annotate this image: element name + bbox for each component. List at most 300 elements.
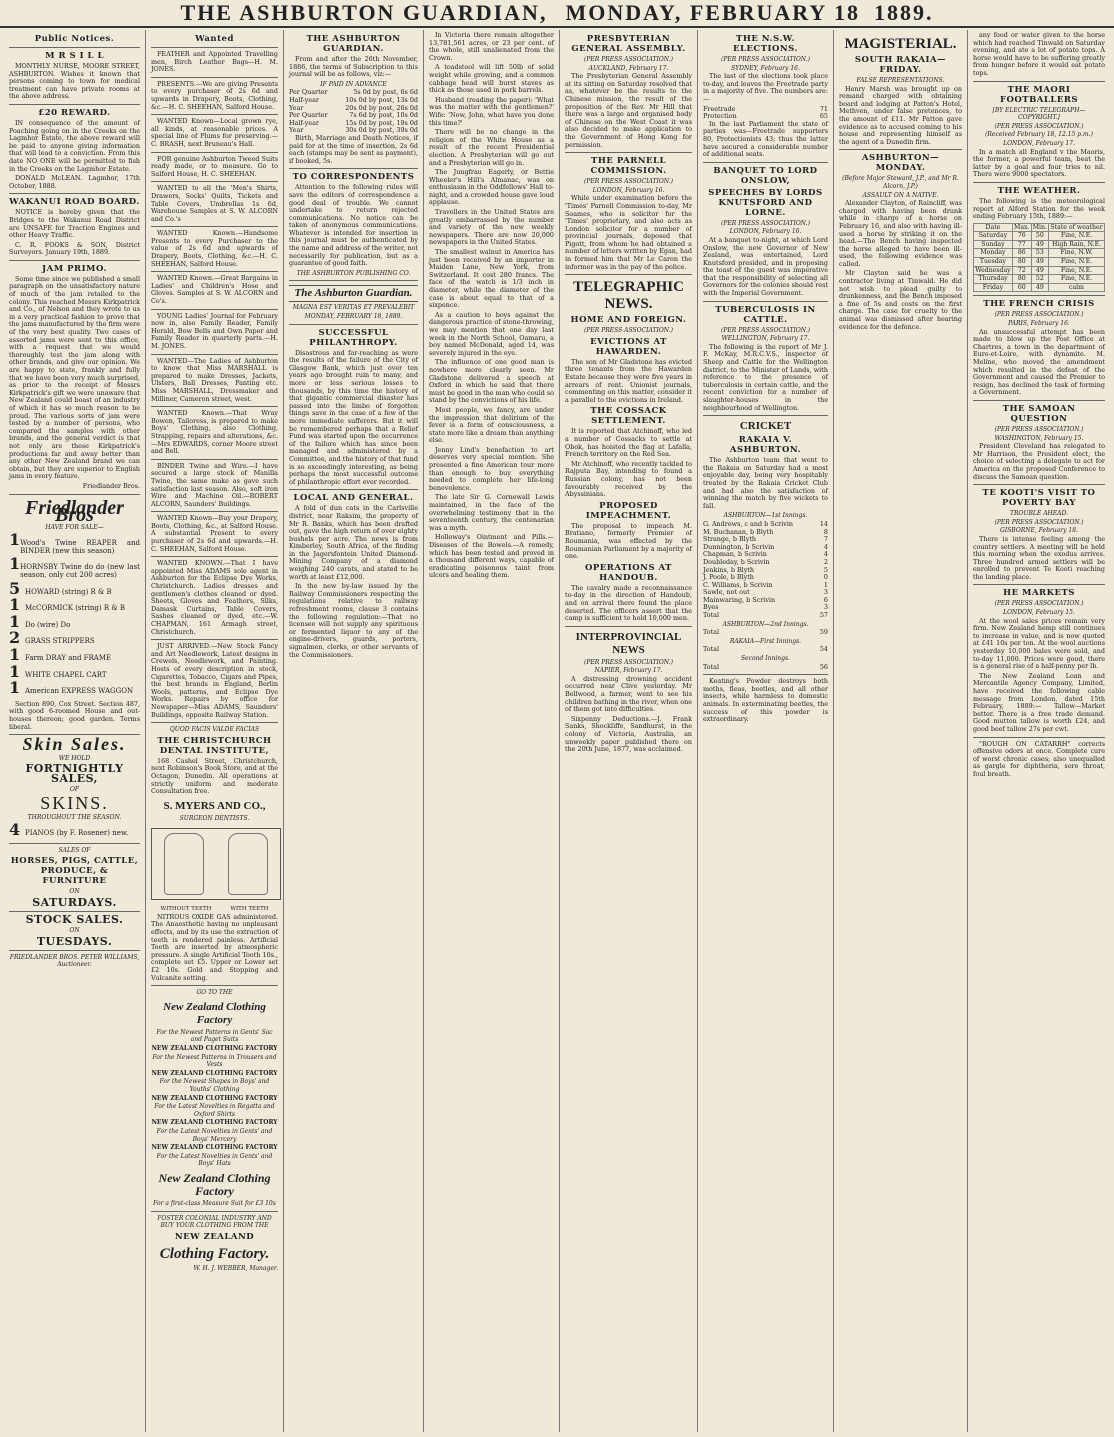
divider — [839, 149, 962, 150]
divider — [973, 295, 1105, 296]
divider — [973, 484, 1105, 485]
rakaia2-total — [703, 664, 828, 672]
ash-section: ASSAULT ON A NATIVE. — [862, 191, 939, 199]
batsman-row — [703, 604, 828, 612]
rakaia-total-row — [703, 646, 828, 654]
weather-row — [974, 249, 1105, 258]
batsman-runs: 4 — [823, 550, 828, 559]
caption-without-teeth: WITHOUT TEETH — [160, 906, 212, 913]
wanted-ad: WANTED Known—Buy your Drapery, Boots, Clothing, &c., at Salford House. A substantial Present to every purchaser of 2s 6d and upwards.—H. C. SHEEHAN, Salford House. — [151, 514, 278, 553]
markets-title: HE MARKETS — [1003, 588, 1075, 599]
weather-cell: 72 — [1012, 266, 1031, 275]
kooti-body: There is intense feeling among the country settlers. A meeting will be held this morning when the exodus arrives. Three hundred armed settlers will be enrolled to prevent Te Kooti reaching the landing place. — [973, 534, 1105, 581]
rate-price: 15s 0d by post, 19s 0d — [345, 118, 418, 127]
col8-intro: any food or water given to the horse which had reached Tinwald on Saturday evening, and ate a lot of potato tops. A horse would have to be suffering greatly from hunger before it would eat potato tops. — [973, 31, 1105, 77]
inter-body-2: Sixpenny Deductions.—J. Frank Sanks, Shockliffe, Sandhurst, in the colony of Victoria, Australia, an unweekly paper published there on the 20th June, 1877, was acclaimed. — [565, 714, 692, 754]
guardian-title: The Ashburton Guardian. — [289, 285, 418, 302]
total-label: Total — [703, 628, 720, 637]
phil-title: SUCCESSFUL PHILANTHROPY. — [309, 327, 398, 348]
wanted-ads — [151, 51, 278, 719]
parnell-dateline: LONDON, February 16. — [592, 186, 665, 194]
nzcf-line: NEW ZEALAND CLOTHING FACTORY — [151, 1069, 278, 1077]
horses-line: HORSES, PIGS, CATTLE, PRODUCE, & FURNITURE — [10, 856, 139, 887]
column-4 — [424, 30, 560, 1432]
local-body: A fold of dun cats in the Carlsville district, near Raksim, the property of Mr R. Banks, which has been drafted out, gave the high return of over eighty bushels per acre. The news is from Kimberley, South Africa, of the finding in the Jagersfontein United Diamond-Mining Company of a diamond weighing 240 carats, and stated to be worth at least £12,000. — [289, 504, 418, 581]
nzcf-measure: For a first-class Measure Suit for £3 10s — [153, 1199, 276, 1207]
notice-body: MONTHLY NURSE, MOORE STREET, ASHBURTON. Wishes it known that persons coming to town for medical treatment can have private rooms at the above address. — [9, 62, 140, 101]
parnell-sub: (PER PRESS ASSOCIATION.) — [584, 178, 673, 186]
weather-cell: 50 — [1031, 232, 1048, 241]
weather-cell: Fine, N.E. — [1049, 232, 1105, 241]
french-dateline: PARIS, February 16. — [1008, 320, 1070, 328]
wanted-ad: FEATHER and Appointed Travelling men, Birch Leather Bags—H. M. JONES. — [151, 50, 278, 74]
reward-body: IN consequence of the amount of Poaching going on in the Creeks on the Lagmhor Estate, the above reward will be paid to anyone giving information that will lead to a conviction. From this date NO ONE will be permitted to fish in the Creeks on the Lagmhor Estate. — [9, 118, 140, 173]
nzcf-line: NEW ZEALAND CLOTHING FACTORY — [151, 1144, 278, 1152]
myers-title: S. MYERS AND CO., — [163, 799, 266, 812]
item-count: 1 — [9, 611, 21, 631]
piano-text: PIANOS (by F. Rosener) new. — [25, 829, 129, 838]
evictions-body: The son of Mr Gladstone has evicted three tenants from the Hawarden Estate because they were five years in arrears of rent. Unionist journals, commenting on this matter, consider it a parallel to the evictions in Ireland. — [565, 357, 692, 404]
skin-line1: WE HOLD — [58, 754, 91, 762]
weather-cell: calm — [1049, 283, 1105, 292]
markets-body: At the wool sales prices remain very firm. New Zealand hemp still continues to increase in value, and is now quoted at £41 10s per ton. At the wool auctions yesterday 10,000 bales were sold, and to-day 11,000. Prices were good, there is a general rise of a half-penny per lb. — [973, 616, 1105, 671]
weather-col-header: Min. — [1032, 223, 1047, 231]
rates-table — [289, 89, 418, 135]
sale-item — [9, 661, 140, 681]
weather-row — [974, 266, 1105, 275]
notice-name: M R S I L L — [45, 51, 104, 61]
wanted-ad: WANTED—The Ladies of Ashburton to know that Miss MARSHALL is prepared to make Dresses, Jackets, Ulsters, Ball Dresses, Panting etc. Miss MARSHALL, Dressmaker and Milliner, Cameron street, west. — [151, 356, 278, 403]
banquet-press: (PER PRESS ASSOCIATION.) — [721, 219, 810, 227]
weather-cell: 86 — [1012, 249, 1031, 258]
weather-rows — [974, 232, 1105, 292]
divider — [9, 260, 140, 261]
total-value: 56 — [819, 662, 828, 671]
divider — [151, 639, 278, 640]
rate-period: Half-year — [289, 118, 319, 127]
wanted-ad: WANTED Known.—Great Bargains in Ladies' and Children's Hose and Gloves. Samples at S. W. ALCORN and Co's. — [151, 274, 278, 306]
batsman-runs: 14 — [819, 519, 828, 528]
divider — [151, 985, 278, 986]
col4-body3: There will be no change in the religion of the White House as a result of the recent Presidential election. A Presbyterian will go out and a Presbyterian will go in. — [429, 128, 554, 167]
col8-footer: "ROUGH ON CATARRH" corrects offensive odors at once. Complete cure of worst chronic cases; also unequalled as gargle for diphtheria, sore throat, foul breath. — [973, 739, 1105, 778]
publisher: THE ASHBURTON PUBLISHING CO. — [296, 269, 411, 277]
item-text: Do (wire) Do — [25, 620, 71, 629]
masthead-year: 1889. — [873, 0, 934, 25]
divider — [973, 737, 1105, 738]
batsman-name: Chapman, b Scrivin — [703, 550, 767, 559]
weather-cell: Fine, N.E. — [1049, 258, 1105, 267]
col4-body12: Holloway's Ointment and Pills.—Diseases of the Bowels.—A remedy, which has been tested and proved in a thousand different ways, capable of eradicating poisonous taint from ulcers and healing them. — [429, 533, 554, 580]
christchurch-body: 168 Cashel Street, Christchurch, next Robinson's Book Store, and at the Octagon, Dunedin. All operations at strictly uniform and moderate Consultation free. — [151, 756, 278, 796]
column-5 — [560, 30, 698, 1432]
banquet-dateline: LONDON, February 16. — [729, 228, 802, 236]
col4-body8: The influence of one good man is nowhere more clearly seen. Mr Gladstone delivered a speech at Oxford in which he said that there must be good in the man who could so stand by the convictions of his life. — [429, 358, 554, 405]
divider — [565, 626, 692, 627]
total-label: Total — [703, 611, 720, 620]
total-label: Total — [703, 645, 720, 654]
rate-period: Per Quarter — [289, 88, 328, 97]
kooti-dateline: GISBORNE, February 18. — [1000, 527, 1078, 535]
nzcf-line: For the Latest Novelties in Gents' and Boys' Mercery — [156, 1127, 273, 1143]
divider — [565, 152, 692, 153]
divider — [9, 494, 140, 495]
samoan-body: President Cleveland has relegated to Mr Harrison, the President elect, the choice of selecting a delegate to act for America on the proposed Conference to discuss the Samoan question. — [973, 442, 1105, 481]
manager: W. H. J. WEBBER, Manager. — [193, 1264, 278, 1272]
terms: From and after the 26th November, 1886, the terms of Subscription to this journal will be as follows, viz:— — [289, 55, 418, 79]
wanted-ad: BINDER Twine and Wire.—I have secured a large stock of Manilla Twine, the same make as gave such satisfaction last season. Also, soft iron Wire and Machine Oil.—ROBERT ALCORN, Saunders' Buildings. — [151, 461, 278, 508]
weather-row — [974, 258, 1105, 267]
cricket-body: The Ashburton team that went to the Rakaia on Saturday had a most enjoyable day, being very hospitably treated by the Rakaia Cricket Club and had also the satisfaction of winning the match by five wickets to fall. — [703, 456, 828, 510]
divider — [289, 489, 418, 490]
divider — [151, 152, 278, 153]
maori-received: (Received February 18, 12.15 p.m.) — [985, 131, 1093, 139]
kooti-title: TE KOOTI'S VISIT TO POVERTY BAY — [982, 488, 1096, 509]
tb-title: TUBERCULOSIS IN CATTLE. — [715, 304, 816, 325]
divider — [151, 77, 278, 78]
col4-body4: The Jungfrau Eagerly, or Bettie Wheeler's Hill's Almanac, was on enthusiasm in the Oddfellows' Hall to-night, and a crowded house gave loud applause. — [429, 168, 554, 207]
cricket-sub: RAKAIA V. ASHBURTON. — [729, 435, 802, 456]
skin-line4: SKINS. — [40, 792, 109, 813]
divider — [973, 182, 1105, 183]
masthead-title: THE ASHBURTON GUARDIAN, — [180, 0, 548, 25]
weather-cell: Sunday — [974, 240, 1013, 249]
weather-cell: Wednesday — [975, 266, 1011, 274]
impeach-title: PROPOSED IMPEACHMENT. — [585, 500, 672, 521]
innings2-total-row — [703, 629, 828, 637]
sale-item — [9, 678, 140, 698]
batsman-name: Byes — [703, 603, 719, 612]
fbros-item-list — [9, 530, 140, 698]
divider — [289, 324, 418, 325]
col4-body2: Husband (reading the paper): 'What was the matter with the gentlemen?' Wife: 'Now, John, what have you done this time?' — [429, 95, 554, 127]
local-body-2: In the new by-law issued by the Railway Commissioners respecting the regulations relative to railway refreshment rooms, clause 3 contains the following regulation:—That no licensee will not supply any spirituous or fermented liquor to any of the engine-drivers, guards, porters, signalmen, clerks, or other servants of the Commissioners. — [289, 582, 418, 659]
weather-cell: Tuesday — [974, 258, 1013, 267]
masthead — [0, 0, 1114, 28]
item-text: HORNSBY Twine do do (new last season, only cut 200 acres) — [20, 563, 140, 580]
column-7 — [834, 30, 968, 1432]
skin-line5: THROUGHOUT THE SEASON. — [27, 813, 122, 821]
reward-title: £20 REWARD. — [38, 107, 111, 118]
col4-body11: The late Sir G. Cornewall Lewis maintained, in the face of the overwhelming testimony that in the seventeenth century, the centenarian was a myth. — [429, 493, 554, 532]
parnell-body: While under examination before the 'Times' Parnell Commission to-day, Mr Soames, who is solicitor for the 'Times' proprietary, and also acts as London solicitor for a number of provincial journals, deposed that Pigott, from whom he had obtained a number of letters written by Egan, had in formed him that Mr Le Caron the informer was in the pay of the police. — [565, 194, 692, 271]
motto: QUOD FACIS VALDE FACIAS — [169, 726, 260, 734]
col4-body6: The smallest walnut in America has just been received by an importer in Maiden Lane, New York, from Switzerland. It cost 280 francs. The face of the watch is 1/3 inch in diameter, while the diameter of the case is about equal to that of a sixpence. — [429, 248, 554, 310]
wanted-ad: PRESENTS.—We are giving Presents to every purchaser of 2s 6d and upwards in Drapery, Boots, Clothing, &c.—H. C. SHEEHAN, Salford House. — [151, 79, 278, 111]
nzcf-line: NEW ZEALAND CLOTHING FACTORY — [151, 1094, 278, 1102]
weather-cell: 80 — [1012, 258, 1031, 267]
wanted-ad: WANTED KNOWN.—That I have appointed Miss ADAMS sole agent in Ashburton for the Eclipse Dye Works, Christchurch. Ladies dresses and gentlemen's clothes cleaned or dyed. Sheets, Gloves and Feathers, Silks, Damask Curtains, Table Covers, Sashes cleaned or dyed, etc.—W. CHAPMAN, 161 Armagh street, Christchurch. — [151, 559, 278, 636]
presby-dateline: AUCKLAND, February 17. — [588, 64, 669, 72]
face-with-teeth-illustration — [228, 833, 268, 895]
batsman-runs: 3 — [823, 603, 828, 612]
batsman-runs: 1 — [823, 580, 828, 589]
face-without-teeth-illustration — [164, 833, 204, 895]
innings2-title: ASHBURTON—2nd Innings. — [722, 620, 809, 628]
batsman-name: Jenkins, b Blyth — [703, 565, 754, 574]
weather-cell: 49 — [1031, 266, 1048, 275]
french-title: THE FRENCH CRISIS — [983, 299, 1095, 310]
wanted-ad: WANTED to all the 'Men's Shirts, Drawers, Socks' Quilts, Tickets and Table Covers, Umbrellas 1s 6d, Warehouse Samples at S. W. ALCORN and Co.'s — [151, 184, 278, 223]
sale-item — [9, 554, 140, 580]
home-foreign: HOME AND FOREIGN. — [570, 315, 687, 326]
weather-col-header: Date — [974, 223, 1013, 232]
batsman-name: Doubleday, b Scrivin — [703, 557, 770, 566]
ops-body: The cavalry made a reconnaissance to-day in the direction of Handoub, and on arrival there found the place deserted. The officers assert that the camp is sufficient to hold 10,000 men. — [565, 583, 692, 623]
nsw-sub: (PER PRESS ASSOCIATION.) — [721, 56, 810, 63]
tb-body: The following is the report of Mr J. F. McKay, M.R.C.V.S., inspector of Sheep and Cattle for the Wellington district, to the Minister of Lands, with reference to the presence of tuberculosis in certain cattle, and the recent conviction for a number of slaughter-houses in the neighbourhood of Wellington. — [703, 342, 828, 412]
rate-period: Half-year — [289, 95, 319, 104]
markets-sub: (PER PRESS ASSOCIATION.) — [994, 600, 1084, 608]
rakaia2-total-row — [703, 664, 828, 672]
batsman-runs: 4 — [823, 542, 828, 551]
batsman-runs: 2 — [823, 557, 828, 566]
batsman-row — [703, 597, 828, 605]
weather-col-header: Max. — [1014, 223, 1030, 231]
batsman-runs: 0 — [823, 573, 828, 582]
piano-item — [9, 820, 140, 840]
column-6 — [698, 30, 834, 1432]
nzcf-lines — [151, 1029, 278, 1168]
samoan-sub: (PER PRESS ASSOCIATION.) — [994, 425, 1084, 433]
nzcf-line: For the Latest Novelties in Gents' and Boys' Hats — [156, 1152, 273, 1168]
inter-dateline: NAPIER, February 17. — [594, 667, 663, 675]
divider — [151, 459, 278, 460]
divider — [151, 1211, 278, 1212]
weather-cell: Fine, N.W. — [1049, 249, 1105, 258]
nzcf-line: For the Latest Novelties in Regatta and Oxford Shirts — [154, 1103, 275, 1118]
myers-sub: SURGEON DENTISTS. — [179, 814, 250, 822]
wanted-ad: WANTED Known.—That Wray Bowen, Tailoress, is prepared to make Boys' Clothing, also Clothing, Strapping, repairs and alterations, &c.—Mrs EDWARDS, corner Moore street and Bell. — [151, 409, 278, 456]
item-count: 1 — [9, 645, 21, 665]
skin-line3: OF — [69, 786, 80, 794]
cossack-body: It is reported that Atchinoff, who led a number of Cossacks to settle at Obok, has hoisted the flag at Lafalla, French territory on the Red Sea. — [565, 427, 692, 459]
weather-header-row — [974, 223, 1105, 232]
masthead-date: MONDAY, FEBRUARY 18 — [565, 0, 860, 25]
weather-cell: Monday — [974, 249, 1013, 258]
jam-sign: Friedlander Bros. — [82, 481, 140, 490]
item-count: 1 — [9, 554, 21, 574]
cricket-title: CRICKET — [739, 420, 792, 433]
impeach-body: The proposal to impeach M. Bratiano, formerly Premier of Roumania, was effected by the Roumanian Parliament by a majority of one. — [565, 521, 692, 561]
divider — [151, 556, 278, 557]
weather-cell: 53 — [1031, 249, 1048, 258]
weather-cell: Saturday — [974, 232, 1013, 241]
tb-dateline: WELLINGTON, February 17. — [721, 335, 810, 343]
markets-body-2: The New Zealand Loan and Mercantile Agency Company, Limited, have received the following cable message from London, dated 15th February, 1889:— Tallow—Market better. There is a free trade demand. Good mutton tallow is worth £24, and good beef tallow 27s per cwt. — [973, 671, 1105, 733]
batsman-runs: 8 — [823, 527, 828, 536]
columns — [4, 30, 1110, 1432]
ash-body-2: Mr Clayton said he was a contractor living at Tinwald. He did not wish to plead guilty to drunkenness, and the Bench imposed a fine of 5s and costs on the first charge. The case for cruelty to the animal was dismissed after hearing evidence for the defence. — [839, 269, 962, 331]
guardian-motto: MAGNA EST VERITAS ET PREVALEBIT — [292, 304, 415, 312]
caption-with-teeth: WITH TEETH — [230, 906, 269, 913]
nzcf-line: For the Newest Patterns in Gents' Sac and Paget Suits — [156, 1028, 273, 1044]
maori-title: THE MAORI FOOTBALLERS — [999, 84, 1079, 105]
divider — [151, 47, 278, 48]
weather-cell: 49 — [1031, 258, 1048, 267]
rakaia-title: RAKAIA—First Innings. — [729, 637, 802, 645]
col4-body10: Jenny Lind's benefaction to art deserves very special mention. She presented a fine American tour more than enough to buy everything needed to complete her life-long benevolence. — [429, 445, 554, 492]
divider — [151, 406, 278, 407]
divider — [9, 843, 140, 844]
weather-cell: 77 — [1012, 240, 1031, 249]
item-text: Farm DRAY and FRAME — [25, 654, 112, 663]
tb-sub: (PER PRESS ASSOCIATION.) — [721, 326, 810, 334]
mag-title: MAGISTERIAL. — [844, 36, 957, 52]
item-count: 5 — [9, 578, 21, 598]
innings1-scorecard — [703, 521, 828, 612]
batsman-name: Dunnington, b Scrivin — [703, 542, 775, 551]
item-text: GRASS STRIPPERS — [25, 637, 95, 646]
goto: GO TO THE — [196, 989, 233, 997]
column-8 — [968, 30, 1110, 1432]
reward-sign: DONALD McLEAN. Lagmhor, 17th October, 1888. — [9, 174, 140, 190]
rate-period: Per Quarter — [289, 111, 328, 120]
jam-title: JAM PRIMO. — [42, 263, 107, 274]
batsman-runs: 6 — [823, 595, 828, 604]
batsman-name: Strange, b Blyth — [703, 535, 757, 544]
banquet-sub: SPEECHES BY LORDS KNUTSFORD AND LORNE. — [708, 187, 823, 218]
wanted-ad: JUST ARRIVED.—New Stock Fancy and Art Needlework, Latest designs in Crewels, Needlework, and Painting. Hosts of every description in stock, Cigarettes, Tobacco, Cigars and Pipes, the best brands in England, Berlin Wools, patterns, and Eclipse Dye Works. Repairs by office for Newspaper—Miss ADAMS, Saunders' Buildings, opposite Railway Station. — [151, 642, 278, 719]
phil-body: Disastrous and far-reaching as were the results of the failure of the City of Glasgow Bank, which just over ten years ago brought ruin to many, and more or less serious losses to thousands, by this time the history of that gigantic commercial disaster has passed into the limbo of forgotten things save in the case of a few of the more immediate sufferers. But it will be remembered perhaps that a Relief Fund was started upon the occurrence of the failure which has since been managed and administered by a Committee, and the history of that fund is so exceedingly interesting, as being perhaps the most successful outcome of philanthropic effort ever recorded. — [289, 348, 418, 486]
col4-body1: A toadstool will lift 50lb of solid weight while growing, and a common cabbage head will burst staves as thick as those used in pork barrels. — [429, 63, 554, 95]
sale-item — [9, 595, 140, 615]
skin-line2: FORTNIGHTLY SALES, — [25, 762, 124, 786]
rate-price: 20s 0d by post, 26s 0d — [345, 103, 418, 112]
tuesdays-line: TUESDAYS. — [36, 934, 113, 948]
wakanui-body: NOTICE is hereby given that the Bridges to the Wakanui Road District are UNSAFE for Traction Engines and other Heavy Traffic. — [9, 208, 140, 240]
banquet-body: At a banquet to-night, at which Lord Onslow, the new Governor of New Zealand, was entertained, Lord Knutsford presided, and in proposing the toast of the guest was imperative that the responsibility of selecting all Governors for the colonies should rest with the Imperial Government. — [703, 235, 828, 298]
nsw-body-2: In the last Parliament the state of parties was—Freetrade supporters 80, Protectionists 43; thus the latter have secured a considerable number of additional seats. — [703, 119, 828, 159]
item-count: 1 — [9, 530, 21, 550]
item-count: 1 — [9, 595, 21, 615]
maori-dateline: LONDON, February 17. — [1003, 139, 1075, 147]
party-name: Freetrade — [703, 104, 736, 113]
item-text: Wood's Twine REAPER and BINDER (new this season) — [20, 539, 140, 555]
parnell-title: THE PARNELL COMMISSION. — [590, 156, 667, 177]
nzcf-line: For the Newest Shapes in Boys' and Youths' Clothing — [159, 1078, 270, 1093]
inter-title: INTERPROVINCIAL NEWS — [575, 630, 682, 656]
weather-cell: 60 — [1012, 283, 1031, 292]
on-line-2: ON — [69, 926, 80, 934]
dental-illustration — [151, 828, 281, 900]
col4-intro: In Victoria there remain altogether 13,781,561 acres, or 23 per cent. of the whole, still unalienated from the Crown. — [429, 31, 554, 62]
divider — [703, 415, 828, 416]
divider — [9, 950, 140, 951]
innings1-total-row — [703, 612, 828, 620]
presby-title: PRESBYTERIAN GENERAL ASSEMBLY. — [571, 34, 686, 54]
col4-body7: As a caution to boys against the dangerous practice of stone-throwing, we may mention that one day last week in the North School, Oamaru, a boy named McDonald, aged 14, was severely injured in the eye. — [429, 310, 554, 357]
rates-title: IF PAID IN ADVANCE — [320, 80, 387, 88]
kooti-sub: TROUBLE AHEAD. — [1010, 510, 1068, 518]
foster: FOSTER COLONIAL INDUSTRY AND BUY YOUR CLOTHING FROM THE — [157, 1214, 272, 1230]
weather-cell: Fine, N.E. — [1049, 266, 1105, 275]
cossack-body-2: Mr Atchinoff, who recently tackled to Rajputa Bay, intending to found a Russian colony, has not been favourably received by the Abyssinians. — [565, 459, 693, 499]
nsw-title: THE N.S.W. ELECTIONS. — [733, 34, 798, 54]
divider — [973, 81, 1105, 82]
divider — [151, 271, 278, 272]
divider — [703, 162, 828, 163]
batsman-runs: 7 — [823, 535, 828, 544]
kooti-press: (PER PRESS ASSOCIATION.) — [994, 518, 1084, 526]
weather-cell: 76 — [1012, 232, 1031, 241]
guardian-date: MONDAY, FEBRUARY 18, 1889. — [304, 313, 403, 321]
innings2-total — [703, 629, 828, 637]
presby-sub: (PER PRESS ASSOCIATION.) — [584, 56, 673, 63]
weather-cell: Thursday — [974, 275, 1013, 284]
evictions-title: EVICTIONS AT HAWARDEN. — [590, 336, 667, 357]
total-label: Total — [703, 662, 720, 671]
divider — [151, 722, 278, 723]
rate-price: 10s 0d by post, 13s 0d — [345, 95, 418, 104]
rate-price: 30s 0d by post, 39s 0d — [345, 126, 418, 135]
nsw-dateline: SYDNEY, February 16. — [731, 64, 800, 72]
party-seats: 65 — [819, 112, 828, 121]
maori-sub: [BY ELECTRIC TELEGRAPH—COPYRIGHT.] — [992, 106, 1086, 122]
divider — [9, 47, 140, 48]
wanted-ad: FOR genuine Ashburton Tweed Suits ready made, or to measure. Go to Salford House, H. C. SHEEHAN. — [151, 154, 278, 178]
item-count: 1 — [9, 661, 21, 681]
new-zealand: NEW ZEALAND — [174, 1231, 255, 1242]
weather-row — [974, 275, 1105, 284]
ops-title: OPERATIONS AT HANDOUB. — [585, 562, 672, 583]
weather-title: THE WEATHER. — [997, 185, 1081, 196]
batsman-runs: 3 — [823, 588, 828, 597]
christchurch-title: THE CHRISTCHURCH DENTAL INSTITUTE, — [157, 735, 272, 756]
samoan-dateline: WASHINGTON, February 15. — [994, 434, 1084, 442]
col4-body5: Travellers in the United States are greatly embarrassed by the number and variety of the new weekly newspapers. There are now 20,000 newspapers in the United States. — [429, 208, 554, 247]
total-value: 57 — [819, 611, 828, 620]
stock-sales-line: STOCK SALES. — [25, 912, 124, 926]
divider — [565, 274, 692, 275]
divider — [9, 911, 140, 912]
maori-body: In a match all England v the Maoris, the former, a powerful team, beat the latter by a goal and four tries to nil. There were 9000 spectators. — [973, 147, 1105, 179]
ash-sub: (Before Major Steward, J.P., and Mr R. Alcorn, J.P.) — [842, 175, 959, 190]
divider — [151, 181, 278, 182]
weather-cell: 49 — [1031, 240, 1048, 249]
item-text: HOWARD (string) R & B — [25, 587, 112, 596]
sale-item — [9, 530, 140, 555]
item-text: WHITE CHAPEL CART — [25, 670, 107, 679]
telegraphic-title: TELEGRAPHIC NEWS. — [573, 279, 684, 313]
party-name: Protection — [703, 112, 737, 121]
rakaia2-title: Second Innings. — [741, 655, 790, 663]
samoan-title: THE SAMOAN QUESTION — [1002, 403, 1076, 424]
clothing-factory: Clothing Factory. — [159, 1245, 270, 1262]
sale-item — [9, 611, 140, 631]
batsman-name: G. Andrews, c and b Scrivin — [703, 519, 794, 528]
divider — [151, 309, 278, 310]
presby-body: The Presbyterian General Assembly at its sitting on Saturday resolved that as, whatever be the results to the Chinese mission, the result of the proposition of the Rev. Mr Hill that there was a large and organised body of Chinese on the West Coast it was also decided to make application to the Government of Hong Kong for permission. — [565, 72, 692, 149]
column-2 — [146, 30, 284, 1432]
correspondents-title: TO CORRESPONDENTS — [292, 172, 415, 183]
mag-sub: SOUTH RAKAIA—FRIDAY. — [854, 55, 947, 75]
divider — [973, 400, 1105, 401]
nzcf-line: NEW ZEALAND CLOTHING FACTORY — [151, 1045, 278, 1052]
batsman-name: Sawle, not out — [703, 588, 750, 597]
weather-intro: The following is the meteorological report at Alford Station for the week ending February 15th, 1889:— — [973, 196, 1105, 221]
divider — [151, 226, 278, 227]
nzcf-line: For the Newest Patterns in Trousers and Vests — [152, 1053, 277, 1069]
nsw-results — [703, 106, 828, 121]
maori-press: (PER PRESS ASSOCIATION.) — [994, 122, 1084, 130]
rate-period: Year — [289, 103, 304, 112]
item-count: 2 — [9, 628, 21, 648]
divider — [151, 114, 278, 115]
saturdays-line: SATURDAYS. — [32, 895, 117, 909]
divider — [703, 674, 828, 675]
jam-body: Some time since we published a small paragraph on the unsatisfactory nature of much of the jam retailed to the colony. This reached Messrs Kirkpatrick and Co., of Nelson and they wrote to us in a very practical fashion to prove that the jams manufactured by the firm were of the very best quality. Two cases of assorted jams were sent to this office, with a request that we would thoroughly test the jam along with other brands, and give our opinion. We are happy to state, frankly and fully that we have been very much surprised, as prior to the receipt of Messrs Kirkpatrick's gift we were unaware that New Zealand could boast of an industry of which it has so much reason to be proud. The various sorts of jam were tested by a number of persons, who compared the samples with other brands, and the general verdict is that not only are these Kirkpatrick's productions far and away better than any other New Zealand brand we can obtain, but they are superior to English jams in every feature. — [9, 274, 140, 481]
